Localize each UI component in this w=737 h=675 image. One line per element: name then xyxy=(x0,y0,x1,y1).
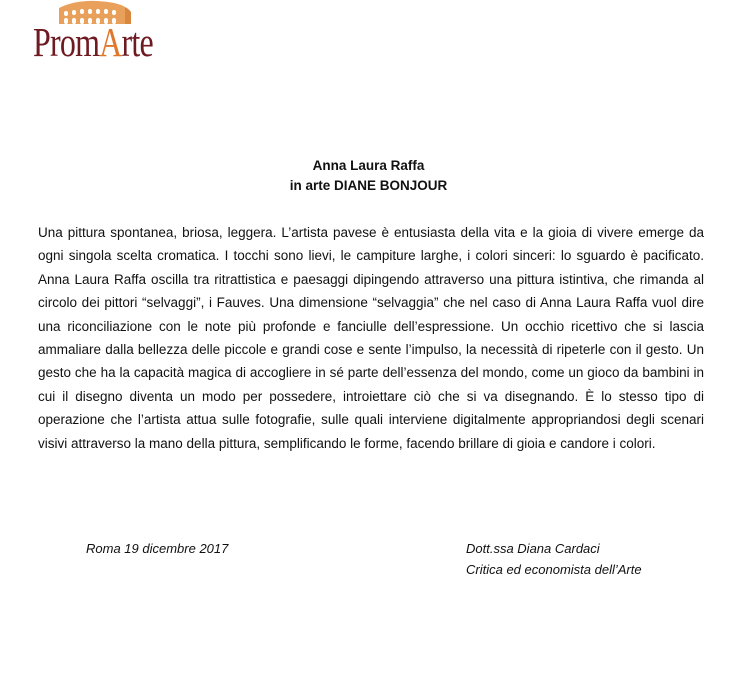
brand-accent: A xyxy=(99,19,122,65)
artist-name: Anna Laura Raffa xyxy=(312,158,425,173)
signature-author: Dott.ssa Diana Cardaci xyxy=(466,541,600,556)
brand-wordmark xyxy=(33,19,153,65)
place-date: Roma 19 dicembre 2017 xyxy=(86,541,229,556)
signature-role: Critica ed economista dell’Arte xyxy=(466,562,642,577)
artist-art-name: in arte DIANE BONJOUR xyxy=(289,178,448,193)
brand-suffix: rte xyxy=(121,19,153,65)
brand-prefix: Prom xyxy=(33,19,100,65)
critique-paragraph: Una pittura spontanea, briosa, leggera. L’artista pavese è entusiasta della vita e la gioia di vivere emerge da ogni singola scelta cromatica. I tocchi sono lievi, le campiture larghe, i colori sinceri: lo sguardo è pacificato. Anna Laura Raffa oscilla tra ritrattistica e paesaggi dipingendo attraverso una pittura istintiva, che rimanda al circolo dei pittori “selvaggi”, i Fauves. Una dimensione “selvaggia” che nel caso di Anna Laura Raffa vuol dire una riconciliazione con le note più profonde e fanciulle dell’espressione. Un occhio ricettivo che si lascia ammaliare dalla bellezza delle piccole e grandi cose e sente l’impulso, la necessità di ripeterle con il gesto. Un gesto che ha la capacità magica di accogliere in sé parte dell’essenza del mondo, come un gioco da bambini in cui il disegno diventa un modo per possedere, introiettare ciò che si va disegnando. È lo stesso tipo di operazione che l’artista attua sulle fotografie, sulle quali interviene digitalmente appropriandosi degli scenari visivi attraverso la mano della pittura, semplificando le forme, facendo brillare di gioia e candore i colori. xyxy=(38,225,704,451)
promarte-logo xyxy=(33,0,163,72)
